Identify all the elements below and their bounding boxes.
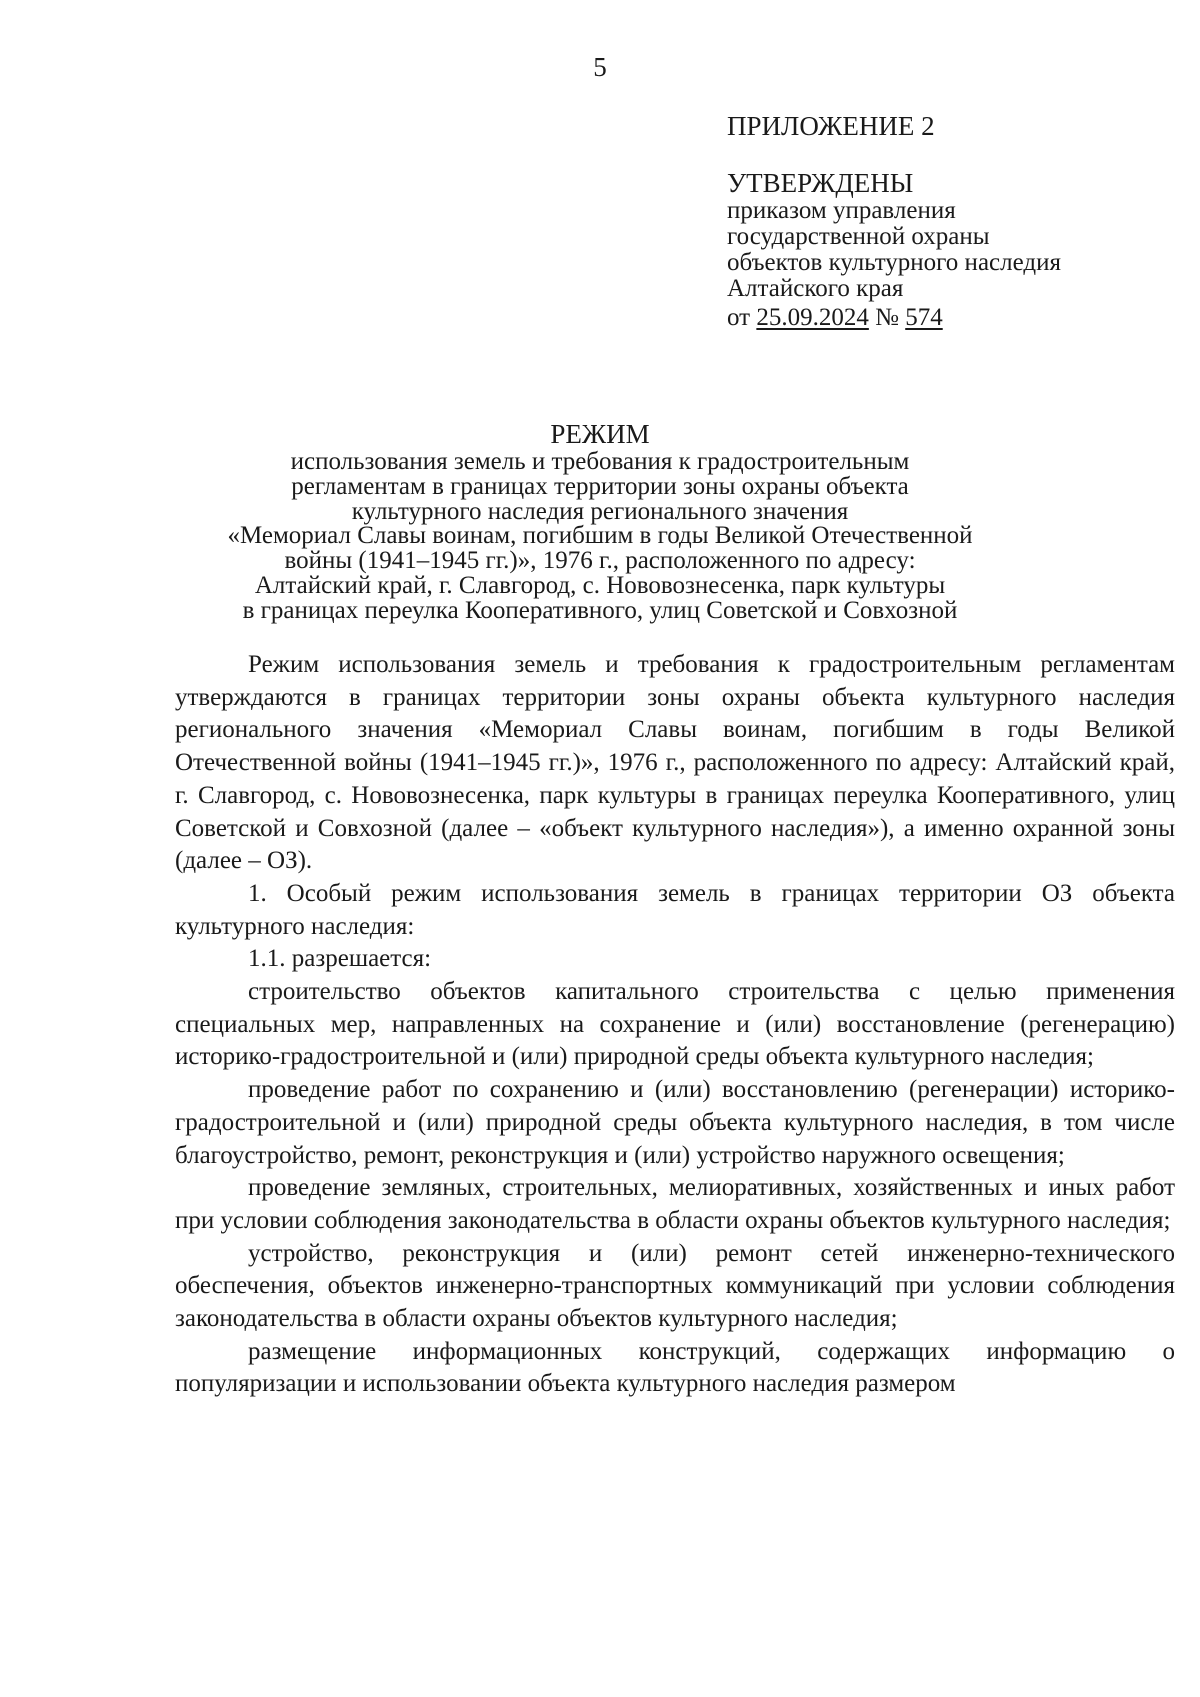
document-title: РЕЖИМ	[550, 419, 650, 449]
approval-line: государственной охраны	[727, 223, 990, 250]
approval-block	[727, 110, 1167, 332]
document-subtitle-line: использования земель и требования к градостроительным	[290, 448, 910, 475]
page-number: 5	[593, 52, 607, 82]
approval-line: Алтайского края	[727, 275, 904, 302]
document-subtitle-line: в границах переулка Кооперативного, улиц Советской и Совхозной	[242, 596, 958, 624]
permitted-item: размещение информационных конструкций, содержащих информацию о популяризации и использовании объекта культурного наследия размером	[175, 1337, 1175, 1398]
intro-paragraph: Режим использования земель и требования к градостроительным регламентам утверждаются в границах территории зоны охраны объекта культурного наследия регионального значения «Мемориал Славы воинам, погибшим в годы Великой Отечественной войны (1941–1945 гг.)», 1976 г., расположенного по адресу: Алтайский край, г. Славгород, с. Нововознесенка, парк культуры в границах переулка Кооперативного, улиц Советской и Совхозной (далее – «объект культурного наследия»), а именно охранной зоны (далее – ОЗ).	[175, 651, 1175, 875]
section-1-1-paragraph: 1.1. разрешается:	[248, 945, 432, 973]
document-subtitle-line: культурного наследия регионального значения	[351, 497, 849, 525]
appendix-label: ПРИЛОЖЕНИЕ 2	[727, 111, 935, 141]
document-subtitle-line: войны (1941–1945 гг.)», 1976 г., расположенного по адресу:	[284, 547, 916, 575]
approved-heading: УТВЕРЖДЕНЫ	[727, 168, 914, 198]
document-subtitle-line: «Мемориал Славы воинам, погибшим в годы Великой Отечественной	[227, 522, 973, 550]
approval-line: объектов культурного наследия	[727, 249, 1061, 276]
approval-line: приказом управления	[727, 197, 956, 224]
order-prefix: от	[727, 304, 757, 331]
section-1-paragraph: 1. Особый режим использования земель в границах территории ОЗ объекта культурного наследия:	[175, 879, 1175, 940]
order-number: 574	[905, 304, 943, 331]
order-date: 25.09.2024	[756, 304, 869, 331]
document-title-block	[150, 418, 1050, 624]
permitted-item: проведение земляных, строительных, мелиоративных, хозяйственных и иных работ при условии соблюдения законодательства в области охраны объектов культурного наследия;	[175, 1174, 1175, 1234]
permitted-item: устройство, реконструкция и (или) ремонт сетей инженерно-технического обеспечения, объектов инженерно-транспортных коммуникаций при условии соблюдения законодательства в области охраны объектов культурного наследия;	[175, 1239, 1175, 1333]
order-reference	[727, 304, 1167, 332]
permitted-item: строительство объектов капитального строительства с целью применения специальных мер, направленных на сохранение и (или) восстановление (регенерацию) историко-градостроительной и (или) природной среды объекта культурного наследия;	[175, 978, 1175, 1071]
document-subtitle-line: регламентам в границах территории зоны охраны объекта	[291, 472, 909, 500]
permitted-item: проведение работ по сохранению и (или) восстановлению (регенерации) историко-градостроительной и (или) природной среды объекта культурного наследия, в том числе благоустройство, ремонт, реконструкция и (или) устройство наружного освещения;	[175, 1076, 1175, 1169]
document-subtitle-line: Алтайский край, г. Славгород, с. Нововознесенка, парк культуры	[254, 571, 946, 599]
document-body	[175, 649, 1175, 1401]
order-number-sign: №	[868, 304, 906, 331]
